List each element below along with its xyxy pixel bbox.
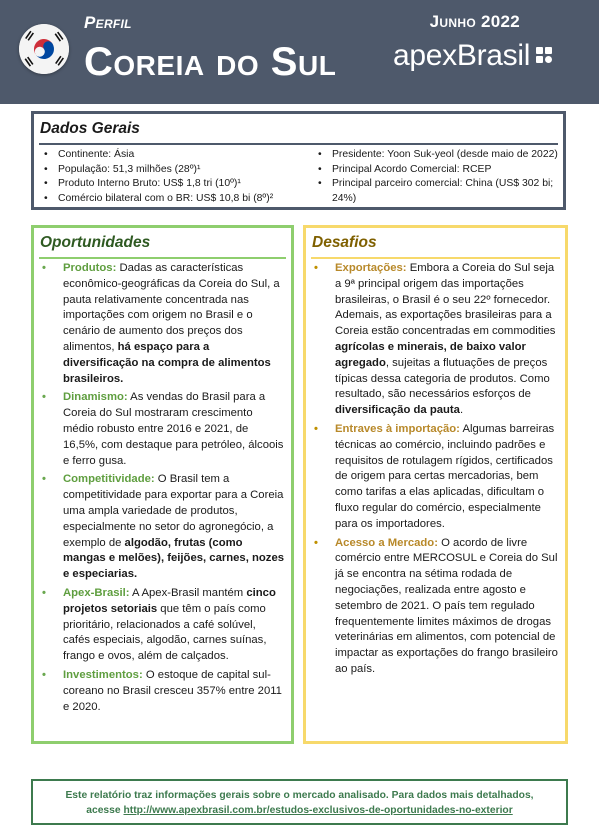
oportunidades-title: Oportunidades xyxy=(40,234,151,251)
subtitle: Perfil xyxy=(84,13,132,32)
list-item: • Principal Acordo Comercial: RCEP xyxy=(314,163,562,178)
list-item: • Produtos: Dadas as características econômico-geográficas da Coreia do Sul, a pauta relativamente concentrada nas importações com origem no Brasil e o cenário de aumento dos preços dos alimentos, há espaço para a diversificação na compra de alimentos brasileiros. xyxy=(40,261,285,387)
list-item: • Continente: Ásia xyxy=(40,148,300,163)
brand-name: apexBrasil xyxy=(393,39,531,72)
dados-left-list xyxy=(40,148,300,206)
list-item: • Produto Interno Bruto: US$ 1,8 tri (10º)¹ xyxy=(40,177,300,192)
brand-mark-icon xyxy=(536,47,554,65)
footer-link-line: acesse http://www.apexbrasil.com.br/estudos-exclusivos-de-oportunidades-no-exterior xyxy=(86,805,513,816)
brand-logo xyxy=(393,39,554,73)
oportunidades-panel xyxy=(31,225,294,744)
report-link[interactable]: http://www.apexbrasil.com.br/estudos-exclusivos-de-oportunidades-no-exterior xyxy=(123,805,513,816)
footer-text: Este relatório traz informações gerais sobre o mercado analisado. Para dados mais detalhados, xyxy=(65,790,534,801)
list-item: • Principal parceiro comercial: China (US$ 302 bi; 24%) xyxy=(314,177,562,206)
list-item: • Exportações: Embora a Coreia do Sul seja a 9ª principal origem das importações brasileiras, o Brasil é o seu 22º fornecedor. Ademais, as exportações brasileiras para a Coreia estão concentradas em commodities agrícolas e minerais, de baixo valor agregado, sujeitas a flutuações de preços típicas dessa categoria de produtos. Como resultado, são necessários esforços de diversificação da pauta. xyxy=(312,261,559,419)
divider xyxy=(311,257,560,259)
desafios-title: Desafios xyxy=(312,234,377,251)
desafios-list xyxy=(312,261,559,681)
divider xyxy=(39,143,558,145)
oportunidades-list xyxy=(40,261,285,718)
south-korea-flag-icon xyxy=(19,24,69,74)
list-item: • População: 51,3 milhões (28º)¹ xyxy=(40,163,300,178)
desafios-panel xyxy=(303,225,568,744)
report-date: Junho 2022 xyxy=(429,12,520,31)
dados-gerais-title: Dados Gerais xyxy=(40,120,140,137)
dados-gerais-panel xyxy=(31,111,566,210)
list-item: • Entraves à importação: Algumas barreiras técnicas ao comércio, incluindo padrões e requisitos de rotulagem rígidos, certificados de origem para certas mercadorias, bem como tarifas a elas aplicadas, dificultam o fluxo regular do comércio, especialmente para os importadores. xyxy=(312,422,559,533)
list-item: • Competitividade: O Brasil tem a competitividade para exportar para a Coreia uma ampla variedade de produtos, especialmente no setor do agronegócio, a exemplo de algodão, frutas (como mangas e melões), feijões, carnes, nozes e especiarias. xyxy=(40,472,285,583)
page-title: Coreia do Sul xyxy=(84,40,337,84)
list-item: • Dinamismo: As vendas do Brasil para a Coreia do Sul mostraram crescimento médio robusto entre 2016 e 2021, de 16,5%, com destaque para petróleo, álcoois e ferro gusa. xyxy=(40,390,285,469)
dados-right-list xyxy=(314,148,562,206)
header-banner xyxy=(0,0,599,104)
divider xyxy=(39,257,286,259)
list-item: • Comércio bilateral com o BR: US$ 10,8 bi (8º)² xyxy=(40,192,300,207)
list-item: • Presidente: Yoon Suk-yeol (desde maio de 2022) xyxy=(314,148,562,163)
list-item: • Apex-Brasil: A Apex-Brasil mantém cinco projetos setoriais que têm o país como prioritário, relacionados a café solúvel, cafés especiais, algodão, carnes suínas, frango e ovos, além de calçados. xyxy=(40,586,285,665)
list-item: • Investimentos: O estoque de capital sul-coreano no Brasil cresceu 357% entre 2011 e 2020. xyxy=(40,668,285,715)
list-item: • Acesso a Mercado: O acordo de livre comércio entre MERCOSUL e Coreia do Sul já se encontra na sétima rodada de negociações, realizada entre agosto e setembro de 2021. O país tem regulado frequentemente limites máximos de drogas veterinárias em alimentos, com potencial de impactar as exportações do frango brasileiro ao país. xyxy=(312,536,559,678)
footer-note xyxy=(31,779,568,825)
